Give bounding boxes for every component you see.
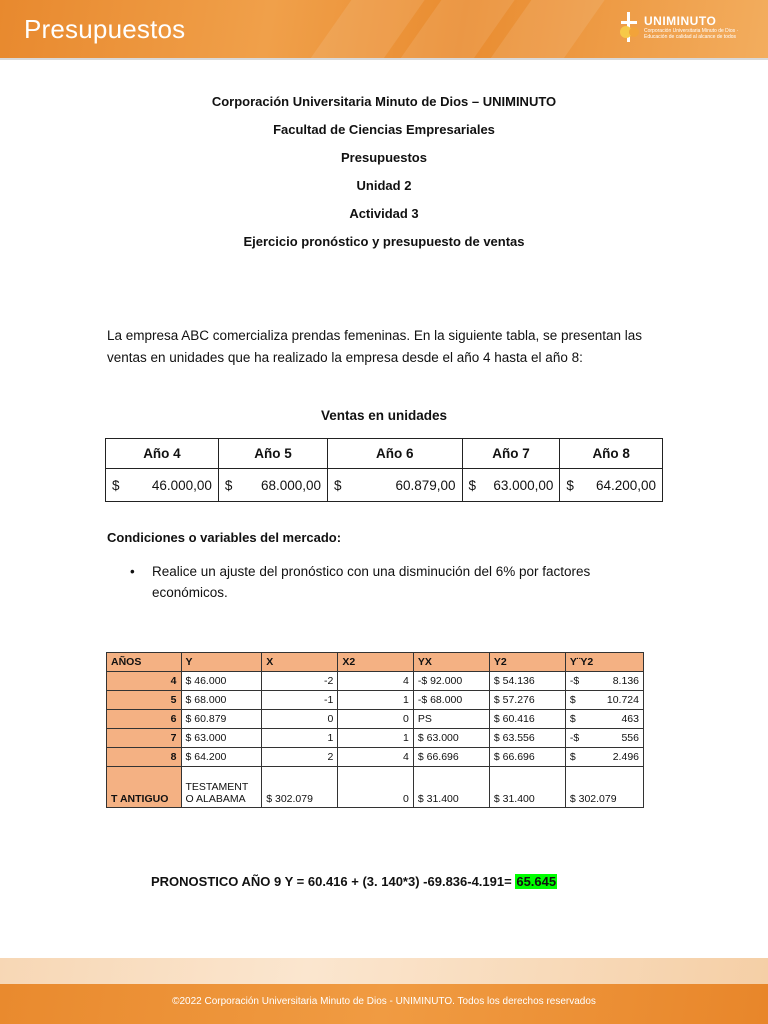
title-faculty: Facultad de Ciencias Empresariales xyxy=(273,122,495,137)
conditions-item-text: Realice un ajuste del pronóstico con una disminución del 6% por factores económicos. xyxy=(152,564,591,600)
calc-header-cell: X2 xyxy=(338,653,413,672)
sales-header-row xyxy=(106,439,663,469)
forecast-text: PRONOSTICO AÑO 9 Y = 60.416 + (3. 140*3) -69.836-4.191= xyxy=(151,874,512,889)
yy2-value: 10.724 xyxy=(606,694,639,706)
title-university: Corporación Universitaria Minuto de Dios – UNIMINUTO xyxy=(211,94,557,109)
yy2-cell xyxy=(565,729,643,748)
sales-value-cell xyxy=(106,469,219,502)
sales-value: 68.000,00 xyxy=(260,477,322,493)
year-cell: 5 xyxy=(107,691,182,710)
y2-cell: $ 60.416 xyxy=(489,710,565,729)
title-exercise: Ejercicio pronóstico y presupuesto de ventas xyxy=(243,234,525,249)
x-cell: -2 xyxy=(262,672,338,691)
yx-cell: $ 66.696 xyxy=(413,748,489,767)
x2-cell: 4 xyxy=(338,672,413,691)
yx-cell: $ 63.000 xyxy=(413,729,489,748)
year-cell: 7 xyxy=(107,729,182,748)
y2-cell: $ 57.276 xyxy=(489,691,565,710)
x2-cell: 1 xyxy=(338,729,413,748)
y2-cell: $ 54.136 xyxy=(489,672,565,691)
table-row xyxy=(107,748,644,767)
yy2-sign: -$ xyxy=(569,675,580,687)
title-activity: Actividad 3 xyxy=(349,206,419,221)
sales-value-cell xyxy=(462,469,560,502)
total-yx-cell: $ 31.400 xyxy=(413,767,489,808)
yy2-value: 463 xyxy=(621,713,639,725)
table-row xyxy=(107,672,644,691)
yy2-value: 8.136 xyxy=(612,675,639,687)
sales-value: 64.200,00 xyxy=(595,477,656,493)
x2-cell: 0 xyxy=(338,710,413,729)
currency-symbol: $ xyxy=(112,477,120,493)
footer-copyright: ©2022 Corporación Universitaria Minuto de Dios - UNIMINUTO. Todos los derechos reservados xyxy=(172,996,596,1007)
sales-header-cell: Año 4 xyxy=(106,439,219,469)
year-cell: 4 xyxy=(107,672,182,691)
footer-decoration xyxy=(0,958,768,984)
sales-value-cell xyxy=(328,469,463,502)
y2-cell: $ 63.556 xyxy=(489,729,565,748)
x2-cell: 4 xyxy=(338,748,413,767)
yy2-sign: $ xyxy=(569,751,576,763)
intro-paragraph: La empresa ABC comercializa prendas femeninas. En la siguiente tabla, se presentan las ventas en unidades que ha realizado la empresa desde el año 4 hasta el año 8: xyxy=(107,328,643,365)
total-yy2-cell: $ 302.079 xyxy=(565,767,643,808)
forecast-formula xyxy=(151,874,557,889)
total-label: T ANTIGUO xyxy=(107,767,182,808)
sales-table-title: Ventas en unidades xyxy=(320,408,448,423)
y2-cell: $ 66.696 xyxy=(489,748,565,767)
sales-value: 46.000,00 xyxy=(151,477,212,493)
title-unit: Unidad 2 xyxy=(356,178,412,193)
sales-value-row xyxy=(106,469,663,502)
calc-header-cell: Y¨Y2 xyxy=(565,653,643,672)
yx-cell: -$ 68.000 xyxy=(413,691,489,710)
logo-mark-icon xyxy=(618,12,642,42)
page-header xyxy=(0,0,768,58)
y-cell: $ 64.200 xyxy=(181,748,262,767)
yy2-sign: $ xyxy=(569,694,576,706)
currency-symbol: $ xyxy=(468,477,477,493)
yy2-cell xyxy=(565,672,643,691)
total-row xyxy=(107,767,644,808)
sales-value-cell xyxy=(218,469,327,502)
currency-symbol: $ xyxy=(334,477,342,493)
yy2-cell xyxy=(565,748,643,767)
yy2-value: 556 xyxy=(621,732,639,744)
header-divider xyxy=(0,58,768,60)
header-title: Presupuestos xyxy=(24,14,186,44)
y-cell: $ 68.000 xyxy=(181,691,262,710)
table-row xyxy=(107,729,644,748)
yx-cell: PS xyxy=(413,710,489,729)
sales-header-cell: Año 8 xyxy=(560,439,663,469)
yy2-cell xyxy=(565,691,643,710)
table-row xyxy=(107,710,644,729)
currency-symbol: $ xyxy=(224,477,233,493)
y-cell: $ 63.000 xyxy=(181,729,262,748)
calc-header-cell: Y2 xyxy=(489,653,565,672)
bullet-icon: • xyxy=(130,564,135,579)
sales-header-cell: Año 6 xyxy=(328,439,463,469)
sales-header-cell: Año 7 xyxy=(462,439,560,469)
total-y2-cell: $ 31.400 xyxy=(489,767,565,808)
total-x2-cell: 0 xyxy=(338,767,413,808)
yy2-cell xyxy=(565,710,643,729)
y-cell: $ 60.879 xyxy=(181,710,262,729)
calc-header-cell: X xyxy=(262,653,338,672)
year-cell: 8 xyxy=(107,748,182,767)
sales-value: 63.000,00 xyxy=(493,477,554,493)
yy2-sign: $ xyxy=(569,713,576,725)
x-cell: 0 xyxy=(262,710,338,729)
x-cell: 2 xyxy=(262,748,338,767)
y-cell: $ 46.000 xyxy=(181,672,262,691)
forecast-calc-table xyxy=(106,652,644,808)
sales-header-cell: Año 5 xyxy=(218,439,327,469)
sales-table xyxy=(105,438,663,502)
conditions-title: Condiciones o variables del mercado: xyxy=(107,530,342,545)
calc-header-cell: AÑOS xyxy=(107,653,182,672)
calc-header-cell: YX xyxy=(413,653,489,672)
forecast-result: 65.645 xyxy=(516,874,557,889)
x-cell: -1 xyxy=(262,691,338,710)
sales-value: 60.879,00 xyxy=(395,477,456,493)
currency-symbol: $ xyxy=(566,477,574,493)
total-y-cell: TESTAMENT O ALABAMA xyxy=(181,767,262,808)
logo-name: UNIMINUTO xyxy=(644,14,717,28)
uniminuto-logo xyxy=(618,10,758,48)
logo-subtitle: Corporación Universitaria Minuto de Dios · Educación de calidad al alcance de todos xyxy=(644,28,739,40)
x2-cell: 1 xyxy=(338,691,413,710)
yx-cell: -$ 92.000 xyxy=(413,672,489,691)
total-x-cell: $ 302.079 xyxy=(262,767,338,808)
document-title-block xyxy=(0,92,768,260)
calc-header-row xyxy=(107,653,644,672)
table-row xyxy=(107,691,644,710)
year-cell: 6 xyxy=(107,710,182,729)
title-course: Presupuestos xyxy=(341,150,427,165)
page-footer xyxy=(0,984,768,1024)
sales-value-cell xyxy=(560,469,663,502)
yy2-value: 2.496 xyxy=(612,751,639,763)
calc-header-cell: Y xyxy=(181,653,262,672)
x-cell: 1 xyxy=(262,729,338,748)
yy2-sign: -$ xyxy=(569,732,580,744)
